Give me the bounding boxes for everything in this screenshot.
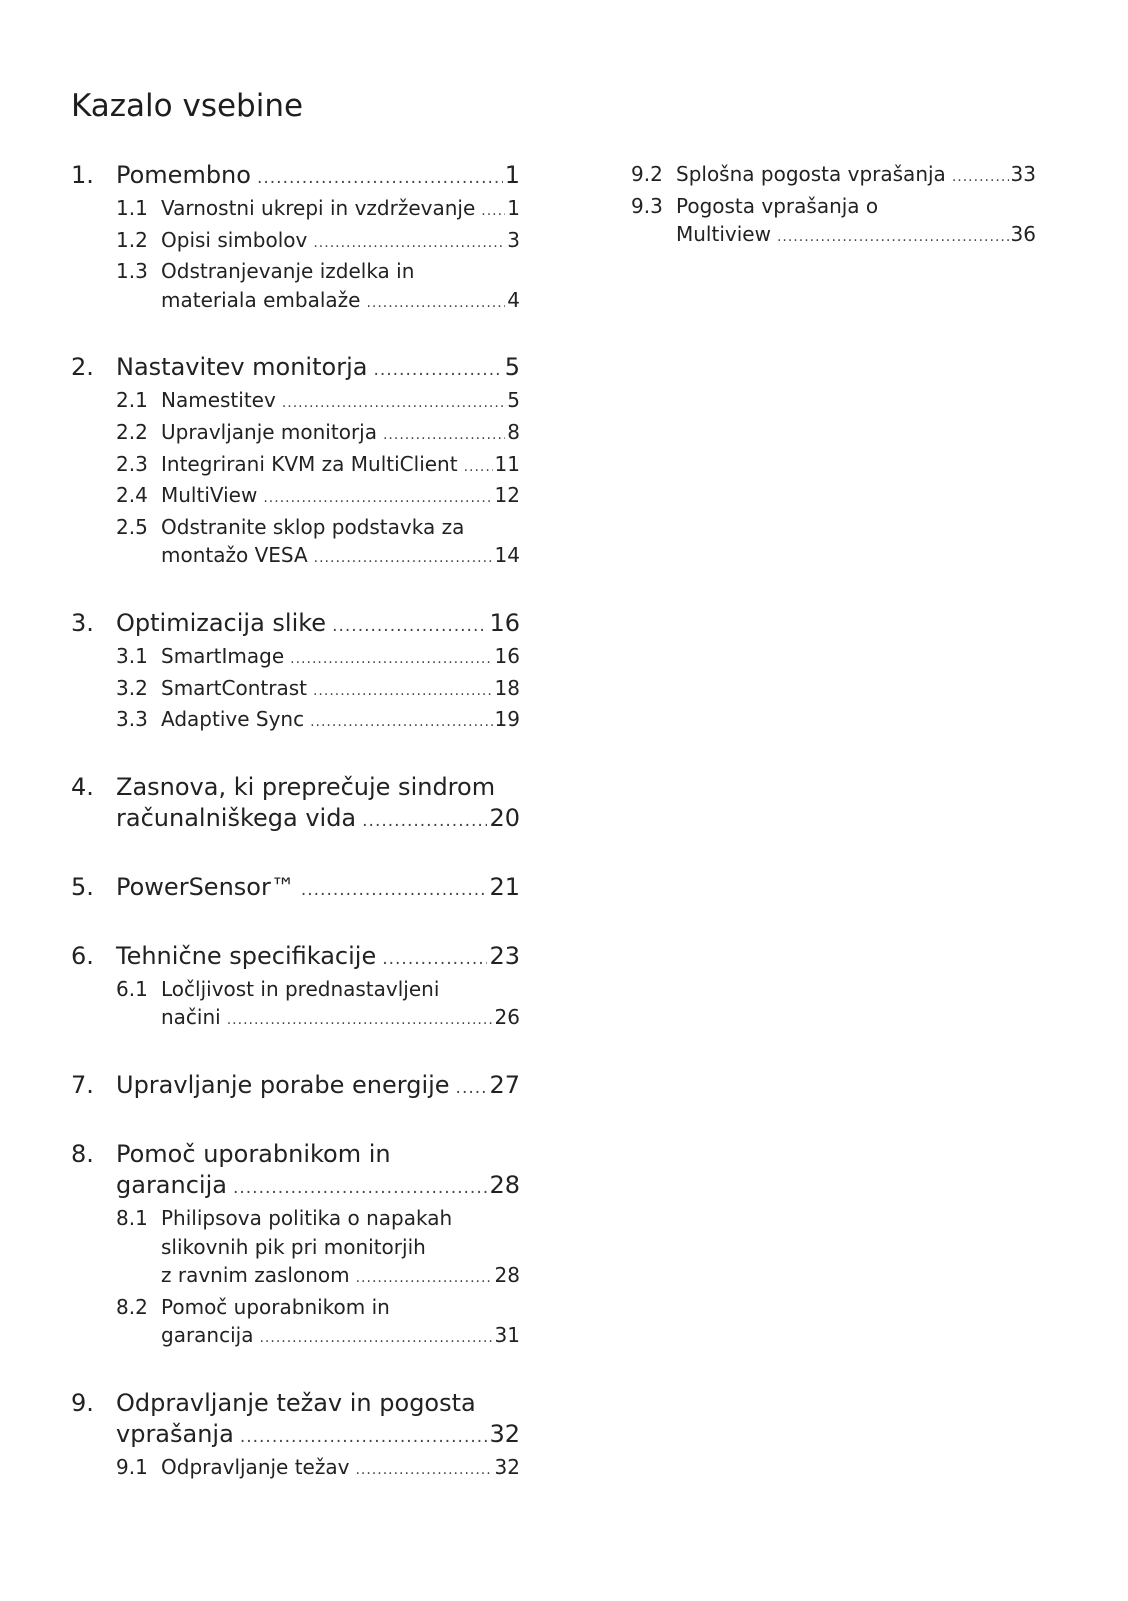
toc-item[interactable] [71, 1204, 520, 1293]
dot-leader [332, 611, 487, 642]
toc-item[interactable] [71, 1293, 520, 1353]
chapter-title: Nastavitev monitorja [116, 353, 368, 382]
toc-section [71, 608, 520, 737]
toc-item[interactable] [71, 674, 520, 706]
toc-section [71, 1070, 520, 1104]
dot-leader [313, 229, 505, 258]
item-number: 2.3 [116, 451, 148, 476]
item-title: Varnostni ukrepi in vzdrževanje [161, 196, 476, 220]
item-title: Pomoč uporabnikom in [161, 1294, 390, 1319]
item-title: Opisi simbolov [161, 227, 308, 252]
toc-chapter[interactable] [71, 872, 520, 906]
item-title: slikovnih pik pri monitorjih [161, 1234, 426, 1259]
toc-section [71, 1139, 520, 1353]
page-number: 19 [494, 707, 520, 732]
dot-leader [310, 708, 492, 737]
dot-leader [355, 1456, 492, 1485]
item-number: 3.1 [116, 643, 148, 668]
dot-leader [263, 484, 492, 513]
dot-leader [259, 1324, 492, 1353]
page-number: 28 [489, 1170, 520, 1199]
dot-leader [464, 453, 493, 482]
toc-section [71, 1388, 520, 1485]
item-number: 8.2 [116, 1294, 148, 1319]
chapter-number: 6. [71, 941, 94, 970]
toc-section [71, 772, 520, 837]
item-title: SmartContrast [161, 675, 307, 700]
dot-leader [313, 677, 493, 706]
page-number: 28 [494, 1263, 520, 1288]
page-number: 14 [494, 543, 520, 568]
item-title: materiala embalaže [161, 287, 361, 312]
page-title: Kazalo vsebine [71, 88, 304, 124]
toc-section [71, 160, 520, 317]
item-number: 1.3 [116, 259, 148, 284]
page-number: 32 [489, 1419, 520, 1448]
chapter-title: Zasnova, ki preprečuje sindrom [116, 772, 496, 801]
page-number: 11 [494, 451, 520, 476]
item-number: 9.1 [116, 1454, 148, 1479]
toc-item[interactable] [71, 257, 520, 317]
dot-leader [456, 1073, 488, 1104]
page-number: 16 [489, 608, 520, 637]
chapter-number: 9. [71, 1388, 94, 1417]
toc-item[interactable] [631, 160, 1036, 192]
item-title: Odstranjevanje izdelka in [161, 259, 415, 284]
item-number: 2.5 [116, 514, 148, 539]
toc-right-column [631, 160, 1036, 252]
dot-leader [383, 421, 505, 450]
item-title: Adaptive Sync [161, 707, 305, 732]
item-number: 3.3 [116, 707, 148, 732]
page-number: 12 [494, 483, 520, 508]
dot-leader [282, 389, 505, 418]
page-number: 16 [494, 643, 520, 668]
item-title: Upravljanje monitorja [161, 419, 377, 444]
page-number: 26 [494, 1005, 520, 1030]
page-number: 21 [489, 872, 520, 901]
dot-leader [257, 163, 503, 194]
page-number: 3 [507, 227, 520, 252]
chapter-title: računalniškega vida [116, 803, 357, 832]
dot-leader [301, 875, 488, 906]
page-number: 31 [494, 1323, 520, 1348]
item-title: Philipsova politika o napakah [161, 1205, 453, 1230]
page-number: 33 [1010, 162, 1036, 186]
dot-leader [373, 355, 502, 386]
item-title: Ločljivost in prednastavljeni [161, 976, 440, 1001]
toc-item[interactable] [71, 418, 520, 450]
toc-section [71, 941, 520, 1035]
item-number: 2.4 [116, 483, 148, 508]
item-number: 9.2 [631, 162, 663, 186]
dot-leader [356, 1264, 493, 1293]
chapter-title: Odpravljanje težav in pogosta [116, 1388, 476, 1417]
toc-chapter[interactable] [71, 352, 520, 386]
toc-chapter[interactable] [71, 160, 520, 194]
item-number: 3.2 [116, 675, 148, 700]
chapter-title: vprašanja [116, 1419, 234, 1448]
chapter-title: Pomembno [116, 161, 251, 189]
page-number: 1 [507, 196, 520, 220]
chapter-title: Tehnične specifikacije [116, 941, 377, 970]
toc-item[interactable] [71, 226, 520, 258]
toc-chapter[interactable] [71, 1070, 520, 1104]
chapter-number: 5. [71, 872, 94, 901]
chapter-number: 8. [71, 1139, 94, 1168]
item-number: 6.1 [116, 976, 148, 1001]
toc-item[interactable] [71, 975, 520, 1035]
item-title: garancija [161, 1323, 254, 1348]
item-title: Splošna pogosta vprašanja [676, 162, 946, 186]
dot-leader [481, 197, 505, 226]
toc-section [631, 160, 1036, 252]
toc-item[interactable] [71, 705, 520, 737]
page-number: 5 [507, 388, 520, 413]
toc-item[interactable] [71, 1453, 520, 1485]
dot-leader [227, 1006, 493, 1035]
item-number: 9.3 [631, 193, 663, 218]
toc-chapter[interactable] [71, 1139, 520, 1204]
page-number: 20 [489, 803, 520, 832]
item-title: z ravnim zaslonom [161, 1263, 350, 1288]
item-number: 2.1 [116, 388, 148, 413]
chapter-number: 7. [71, 1070, 94, 1099]
item-title: Multiview [676, 222, 771, 247]
dot-leader [314, 544, 493, 573]
toc-item[interactable] [71, 194, 520, 226]
page-number: 4 [507, 287, 520, 312]
toc-item[interactable] [71, 450, 520, 482]
chapter-number: 2. [71, 353, 94, 382]
dot-leader [777, 223, 1009, 252]
chapter-number: 3. [71, 608, 94, 637]
toc-item[interactable] [71, 481, 520, 513]
toc-chapter[interactable] [71, 1388, 520, 1453]
item-title: načini [161, 1005, 221, 1030]
chapter-number: 4. [71, 772, 94, 801]
dot-leader [233, 1173, 487, 1204]
item-number: 2.2 [116, 419, 148, 444]
chapter-title: Pomoč uporabnikom in [116, 1139, 391, 1168]
item-title: MultiView [161, 483, 258, 508]
page-number: 1 [504, 161, 520, 189]
toc-left-column [71, 160, 520, 1519]
page-number: 5 [504, 353, 520, 382]
dot-leader [362, 806, 487, 837]
toc-item[interactable] [71, 386, 520, 418]
toc-section [71, 352, 520, 573]
page-number: 8 [507, 419, 520, 444]
page-number: 18 [494, 675, 520, 700]
toc-item[interactable] [71, 513, 520, 573]
item-title: Odstranite sklop podstavka za [161, 514, 465, 539]
item-number: 1.1 [116, 196, 148, 220]
toc-chapter[interactable] [71, 608, 520, 642]
item-title: Pogosta vprašanja o [676, 193, 879, 218]
item-title: Odpravljanje težav [161, 1454, 350, 1479]
chapter-title: PowerSensor™ [116, 872, 295, 901]
dot-leader [290, 645, 492, 674]
toc-item[interactable] [71, 642, 520, 674]
item-title: Namestitev [161, 388, 276, 413]
chapter-title: Upravljanje porabe energije [116, 1070, 450, 1099]
page-number: 32 [494, 1454, 520, 1479]
item-title: montažo VESA [161, 543, 308, 568]
chapter-number: 1. [71, 161, 94, 189]
toc-chapter[interactable] [71, 772, 520, 837]
dot-leader [382, 944, 487, 975]
page-number: 27 [489, 1070, 520, 1099]
item-number: 1.2 [116, 227, 148, 252]
item-number: 8.1 [116, 1205, 148, 1230]
toc-section [71, 872, 520, 906]
dot-leader [366, 289, 505, 318]
dot-leader [240, 1422, 488, 1453]
page-number: 36 [1010, 222, 1036, 247]
item-title: SmartImage [161, 643, 285, 668]
toc-chapter[interactable] [71, 941, 520, 975]
chapter-title: garancija [116, 1170, 227, 1199]
page-number: 23 [489, 941, 520, 970]
dot-leader [952, 163, 1009, 192]
item-title: Integrirani KVM za MultiClient [161, 451, 458, 476]
chapter-title: Optimizacija slike [116, 608, 327, 637]
toc-item[interactable] [631, 192, 1036, 252]
